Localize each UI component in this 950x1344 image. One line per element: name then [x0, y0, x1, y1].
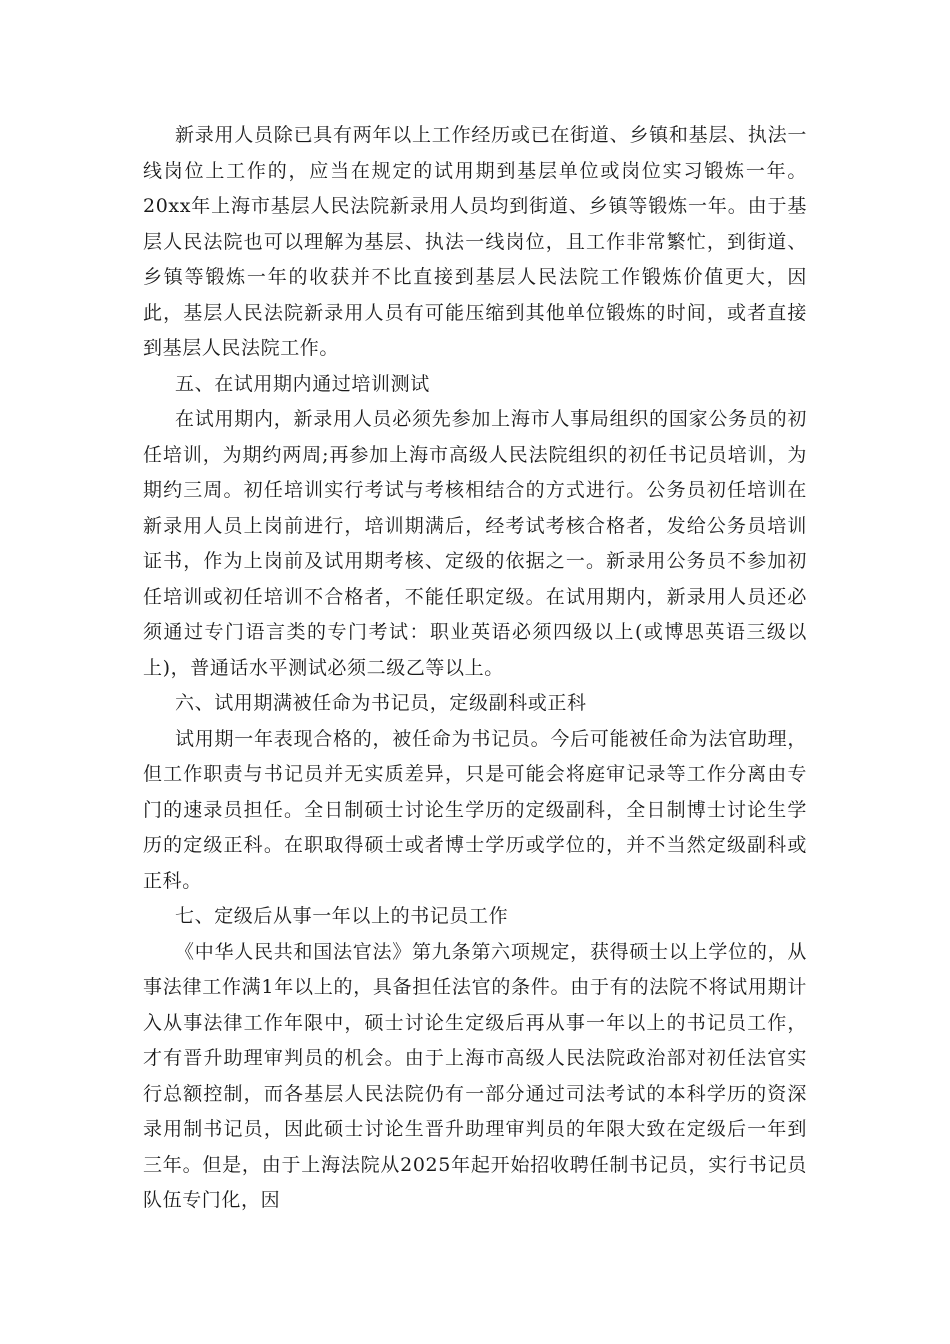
paragraph-appointment-clerk: 试用期一年表现合格的，被任命为书记员。今后可能被任命为法官助理，但工作职责与书记员并无实质差异，只是可能会将庭审记录等工作分离由专门的速录员担任。全日制硕士讨论生学历的定级副科，全日制博士讨论生学历的定级正科。在职取得硕士或者博士学历或学位的，并不当然定级副科或正科。 [143, 727, 807, 892]
document-body [143, 118, 807, 1219]
paragraph-probation-training-placement: 新录用人员除已具有两年以上工作经历或已在街道、乡镇和基层、执法一线岗位上工作的，应当在规定的试用期到基层单位或岗位实习锻炼一年。20xx年上海市基层人民法院新录用人员均到街道、乡镇等锻炼一年。由于基层人民法院也可以理解为基层、执法一线岗位，且工作非常繁忙，到街道、乡镇等锻炼一年的收获并不比直接到基层人民法院工作锻炼价值更大，因此，基层人民法院新录用人员有可能压缩到其他单位锻炼的时间，或者直接到基层人民法院工作。 [143, 124, 807, 359]
paragraph-training-tests: 在试用期内，新录用人员必须先参加上海市人事局组织的国家公务员的初任培训，为期约两周;再参加上海市高级人民法院组织的初任书记员培训，为期约三周。初任培训实行考试与考核相结合的方式进行。公务员初任培训在新录用人员上岗前进行，培训期满后，经考试考核合格者，发给公务员培训证书，作为上岗前及试用期考核、定级的依据之一。新录用公务员不参加初任培训或初任培训不合格者，不能任职定级。在试用期内，新录用人员还必须通过专门语言类的专门考试：职业英语必须四级以上(或博思英语三级以上)，普通话水平测试必须二级乙等以上。 [143, 408, 807, 679]
section-heading-seven: 七、定级后从事一年以上的书记员工作 [175, 905, 509, 927]
section-heading-six: 六、试用期满被任命为书记员，定级副科或正科 [175, 692, 587, 714]
section-heading-five: 五、在试用期内通过培训测试 [175, 372, 430, 395]
paragraph-judges-law: 《中华人民共和国法官法》第九条第六项规定，获得硕士以上学位的，从事法律工作满1年以上的，具备担任法官的条件。由于有的法院不将试用期计入从事法律工作年限中，硕士讨论生定级后再从事一年以上的书记员工作，才有晋升助理审判员的机会。由于上海市高级人民法院政治部对初任法官实行总额控制，而各基层人民法院仍有一部分通过司法考试的本科学历的资深录用制书记员，因此硕士讨论生晋升助理审判员的年限大致在定级后一年到三年。但是，由于上海法院从2025年起开始招收聘任制书记员，实行书记员队伍专门化，因 [143, 940, 807, 1211]
